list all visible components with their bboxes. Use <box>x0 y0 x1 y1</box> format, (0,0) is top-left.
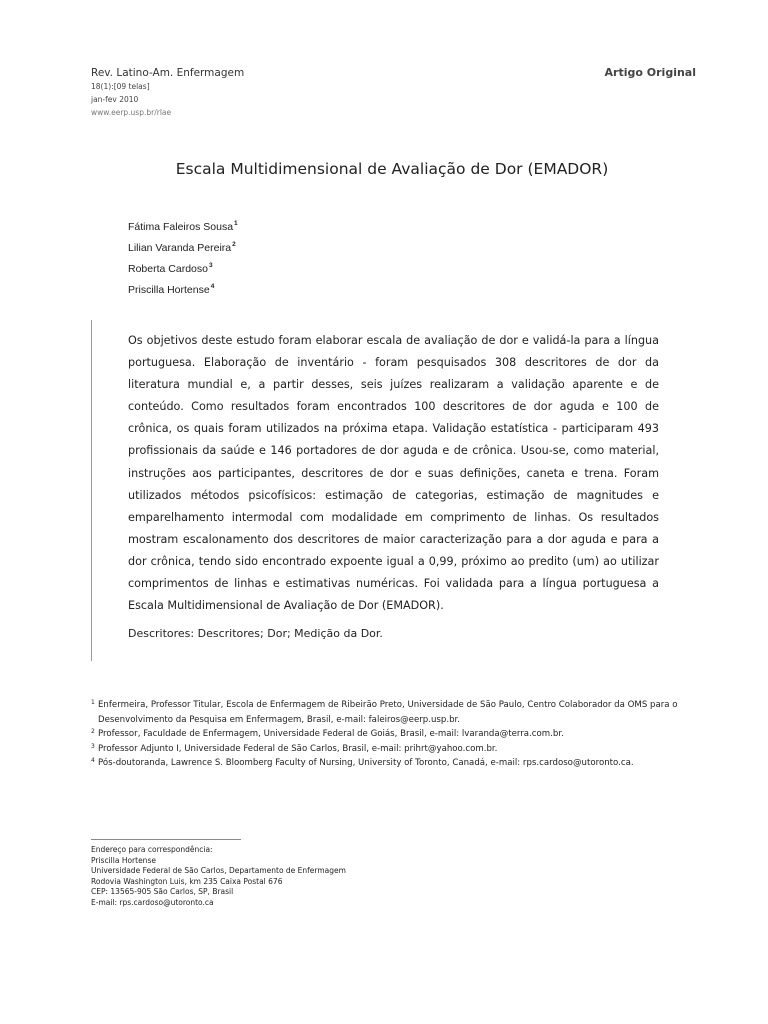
correspondence-heading: Endereço para correspondência: <box>91 845 213 854</box>
affiliation-text: Professor, Faculdade de Enfermagem, Universidade Federal de Goiás, Brasil, e-mail: lvaranda@terra.com.br. <box>98 729 564 739</box>
affiliation-item <box>91 756 706 771</box>
author-affiliation-mark: 4 <box>210 283 215 290</box>
correspondence-institution: Universidade Federal de São Carlos, Departamento de Enfermagem <box>91 866 346 876</box>
footnote-number: 4 <box>91 757 95 764</box>
abstract-text: Os objetivos deste estudo foram elaborar escala de avaliação de dor e validá-la para a língua portuguesa. Elaboração de inventário - foram pesquisados 308 descritores de dor da literatura mundial e, a partir desses, seis juízes realizaram a validação aparente e de conteúdo. Como resultados foram encontrados 100 descritores de dor aguda e 100 de crônica, os quais foram utilizados na próxima etapa. Validação estatística - participaram 493 profissionais da saúde e 146 portadores de dor aguda e de crônica. Usou-se, como material, instruções aos participantes, descritores de dor e suas definições, caneta e trena. Foram utilizados métodos psicofísicos: estimação de categorias, estimação de magnitudes e emparelhamento intermodal com modalidade em comprimento de linhas. Os resultados mostram escalonamento dos descritores de maior caracterização para a dor aguda e para a dor crônica, tendo sido encontrado expoente igual a 0,99, próximo ao predito (um) ao utilizar comprimentos de linhas e estimativas numéricas. Foi validada para a língua portuguesa a Escala Multidimensional de Avaliação de Dor (EMADOR). <box>128 334 659 613</box>
affiliation-text: Enfermeira, Professor Titular, Escola de Enfermagem de Ribeirão Preto, Universidade de São Paulo, Centro Colaborador da OMS para o Desenvolvimento da Pesquisa em Enfermagem, Brasil, e-mail: faleiros@eerp.usp.br. <box>98 700 678 725</box>
author-item <box>128 258 238 279</box>
volume-info: 18(1):[09 telas] <box>91 82 150 91</box>
author-item <box>128 279 238 300</box>
journal-name: Rev. Latino-Am. Enfermagem <box>91 67 245 79</box>
author-name: Priscilla Hortense <box>128 284 210 296</box>
footnote-number: 2 <box>91 728 95 735</box>
footnote-separator <box>91 839 241 840</box>
correspondence-street: Rodovia Washington Luis, km 235 Caixa Postal 676 <box>91 876 283 886</box>
author-item <box>128 237 238 258</box>
author-affiliation-mark: 1 <box>234 220 238 227</box>
footnote-number: 3 <box>91 742 95 750</box>
author-name: Roberta Cardoso <box>128 263 208 275</box>
affiliation-item <box>91 698 706 727</box>
author-affiliation-mark: 2 <box>232 241 236 248</box>
correspondence-block <box>91 845 346 909</box>
journal-url[interactable]: www.eerp.usp.br/rlae <box>91 108 172 117</box>
author-list <box>128 216 238 300</box>
correspondence-name: Priscilla Hortense <box>91 855 156 865</box>
correspondence-postal-code: CEP: 13565-905 São Carlos, SP, Brasil <box>91 887 234 897</box>
author-affiliation-mark: 3 <box>208 262 213 269</box>
abstract-side-rule <box>91 320 92 661</box>
publication-date: jan-fev 2010 <box>91 95 139 104</box>
author-item <box>128 216 238 237</box>
affiliation-item <box>91 742 706 757</box>
affiliation-item <box>91 727 706 742</box>
affiliation-text: Pós-doutoranda, Lawrence S. Bloomberg Faculty of Nursing, University of Toronto, Canadá, e-mail: rps.cardoso@utoronto.ca. <box>98 758 634 768</box>
affiliation-text: Professor Adjunto I, Universidade Federal de São Carlos, Brasil, e-mail: prihrt@yahoo.com.br. <box>98 743 498 754</box>
author-name: Fátima Faleiros Sousa <box>128 221 234 233</box>
article-type: Artigo Original <box>604 66 696 79</box>
article-title: Escala Multidimensional de Avaliação de Dor (EMADOR) <box>175 160 609 178</box>
descriptors-keywords: Descritores: Descritores; Dor; Medição da Dor. <box>128 627 383 640</box>
footnote-number: 1 <box>91 699 95 706</box>
author-name: Lilian Varanda Pereira <box>128 242 232 254</box>
affiliations-footnotes <box>91 698 706 771</box>
correspondence-email[interactable]: E-mail: rps.cardoso@utoronto.ca <box>91 897 214 907</box>
